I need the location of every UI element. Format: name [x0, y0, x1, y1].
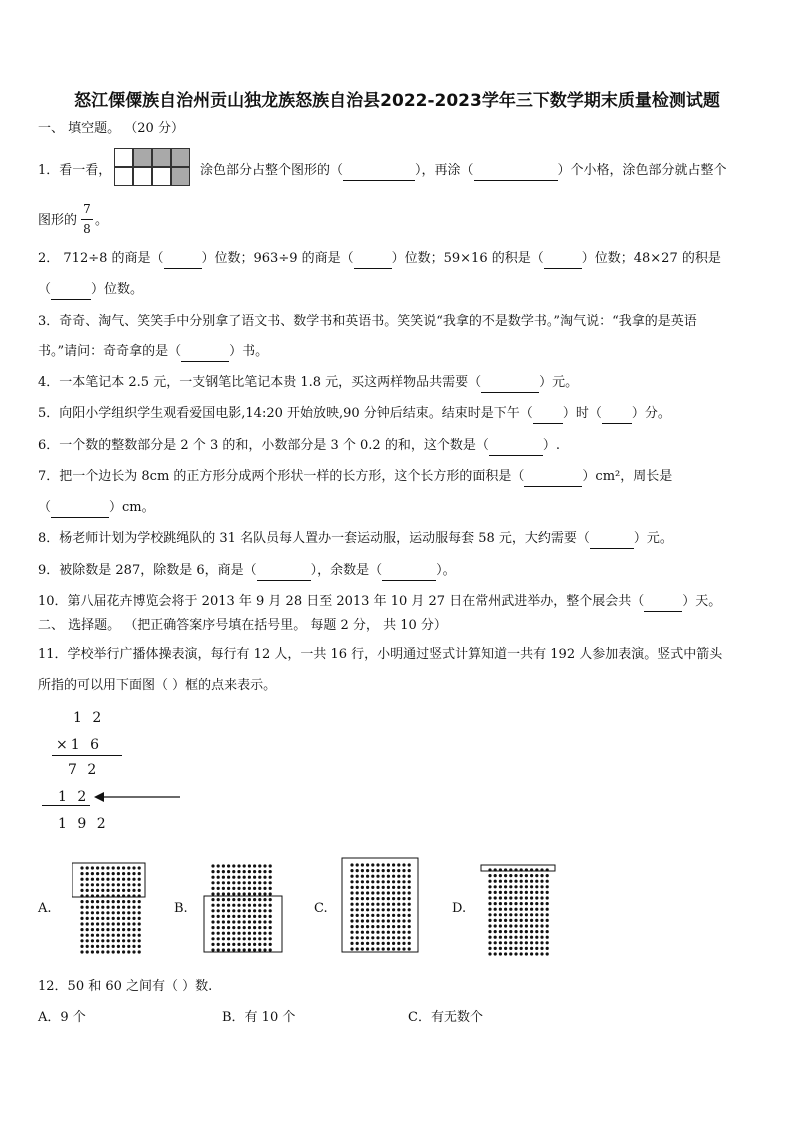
q3-line1: 3．奇奇、淘气、笑笑手中分别拿了语文书、数学书和英语书。笑笑说“我拿的不是数学书。”淘气说：“我拿的是英语: [38, 314, 697, 329]
q2-text-e: （: [38, 282, 52, 297]
q11-option-b-label[interactable]: B.: [174, 901, 188, 916]
q5-text-b: ）时（: [562, 406, 602, 421]
q7-text-d: ）cm。: [109, 500, 155, 515]
q6-text-b: ）.: [542, 438, 560, 453]
q7-blank-1[interactable]: [524, 468, 582, 487]
q3-text-b: ）书。: [229, 344, 269, 359]
q4-text-a: 4．一本笔记本 2.5 元，一支钢笔比笔记本贵 1.8 元，买这两样物品共需要（: [38, 375, 482, 390]
q12-option-c[interactable]: C．有无数个: [408, 1010, 483, 1025]
q9-blank-1[interactable]: [257, 562, 311, 581]
q11-option-d-dot-grid[interactable]: [480, 862, 560, 956]
section-heading-choice: 二、 选择题。 （把正确答案序号填在括号里。 每题 2 分， 共 10 分）: [38, 618, 447, 633]
q10-blank[interactable]: [644, 593, 682, 612]
section-heading-fill-blank: 一、 填空题。 （20 分）: [38, 121, 184, 136]
q1-line2-end: 。: [95, 213, 109, 228]
q5-text-a: 5．向阳小学组织学生观看爱国电影,14:20 开始放映,90 分钟后结束。结束时是下午（: [38, 406, 533, 421]
q12-option-b[interactable]: B．有 10 个: [222, 1010, 296, 1025]
q2-text-a: 2． 712÷8 的商是（: [38, 251, 164, 266]
q2-text-b: ）位数；963÷9 的商是（: [201, 251, 354, 266]
q4-text-b: ）元。: [539, 375, 579, 390]
q11-option-c-label[interactable]: C.: [314, 901, 328, 916]
calc-line-2: [42, 805, 90, 806]
q2-blank-1[interactable]: [164, 250, 202, 269]
q9-text-c: ）。: [436, 563, 456, 578]
q11-line2: 所指的可以用下面图（ ）框的点来表示。: [38, 678, 277, 693]
q9-text-b: ），余数是（: [310, 563, 383, 578]
q9-blank-2[interactable]: [382, 562, 436, 581]
q11-option-b-dot-grid[interactable]: [202, 860, 286, 956]
q5-text-c: ）分。: [631, 406, 671, 421]
q11-line1: 11．学校举行广播体操表演，每行有 12 人，一共 16 行，小明通过竖式计算知道一共有 192 人参加表演。竖式中箭头: [38, 647, 723, 662]
arrow-icon: [92, 790, 184, 804]
q11-option-c-dot-grid[interactable]: [340, 856, 422, 956]
q2-blank-4[interactable]: [51, 281, 91, 300]
q5-blank-2[interactable]: [602, 405, 632, 424]
q10-text-b: ）天。: [682, 594, 722, 609]
calc-row-product: 1 9 2: [58, 816, 109, 832]
q5-blank-1[interactable]: [533, 405, 563, 424]
q11-option-a-dot-grid[interactable]: [72, 860, 152, 956]
calc-line-1: [52, 755, 122, 756]
q8-text-b: ）元。: [633, 531, 673, 546]
q11-option-d-label[interactable]: D.: [452, 901, 467, 916]
q6-text-a: 6．一个数的整数部分是 2 个 3 的和，小数部分是 3 个 0.2 的和，这个数是（: [38, 438, 489, 453]
q8-blank[interactable]: [590, 530, 634, 549]
q3-blank[interactable]: [181, 343, 229, 362]
q2-text-d: ）位数；48×27 的积是: [581, 251, 721, 266]
q2-blank-3[interactable]: [544, 250, 582, 269]
q3-text-a: 书。”请问：奇奇拿的是（: [38, 344, 182, 359]
q1-text-c: ）个小格，涂色部分就占整个: [557, 163, 727, 178]
q6-blank[interactable]: [489, 437, 543, 456]
q9-text-a: 9．被除数是 287，除数是 6，商是（: [38, 563, 257, 578]
q11-option-a-label[interactable]: A.: [38, 901, 52, 916]
q1-text-a: 涂色部分占整个图形的（: [200, 163, 344, 178]
calc-row-multiplicand: 1 2: [73, 710, 105, 726]
q1-grid-figure: [114, 148, 192, 188]
q2-blank-2[interactable]: [354, 250, 392, 269]
calc-row-partial-1: 7 2: [68, 762, 100, 778]
q10-text-a: 10．第八届花卉博览会将于 2013 年 9 月 28 日至 2013 年 10 月 27 日在常州武进举办，整个展会共（: [38, 594, 645, 609]
q1-blank-2[interactable]: [474, 162, 558, 181]
q4-blank[interactable]: [481, 374, 539, 393]
q1-number: 1．看一看，: [38, 163, 112, 178]
calc-row-multiplier: ×1 6: [56, 737, 102, 753]
q2-text-c: ）位数；59×16 的积是（: [391, 251, 544, 266]
q1-blank-1[interactable]: [343, 162, 415, 181]
q8-text-a: 8．杨老师计划为学校跳绳队的 31 名队员每人置办一套运动服，运动服每套 58 元，大约需要（: [38, 531, 590, 546]
fraction-denominator: 8: [83, 222, 91, 236]
q12-stem: 12．50 和 60 之间有（ ）数.: [38, 979, 213, 994]
fraction-numerator: 7: [83, 202, 91, 216]
q7-text-a: 7．把一个边长为 8cm 的正方形分成两个形状一样的长方形，这个长方形的面积是（: [38, 469, 525, 484]
q7-text-c: （: [38, 500, 52, 515]
calc-row-partial-2: 1 2: [58, 789, 90, 805]
q12-option-a[interactable]: A．9 个: [38, 1010, 86, 1025]
q2-text-f: ）位数。: [91, 282, 144, 297]
q7-text-b: ）cm²，周长是: [582, 469, 673, 484]
q1-line2: 图形的: [38, 213, 78, 228]
fraction-bar: [81, 219, 93, 220]
q1-text-b: ），再涂（: [415, 163, 474, 178]
q7-blank-2[interactable]: [51, 499, 109, 518]
page-title: 怒江傈僳族自治州贡山独龙族怒族自治县2022-2023学年三下数学期末质量检测试题: [74, 91, 720, 111]
